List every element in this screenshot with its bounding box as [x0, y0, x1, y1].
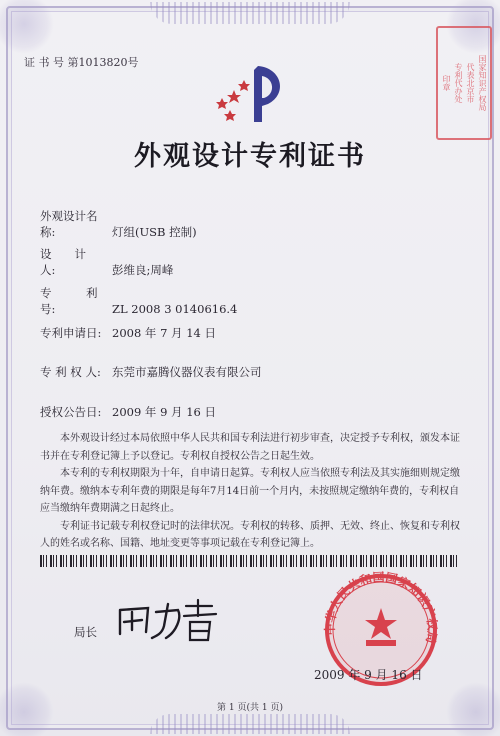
- director-label: 局长: [74, 625, 97, 639]
- stamp-line: 国家知识产权局: [478, 55, 487, 111]
- field-patent-number: [40, 285, 237, 317]
- field-designers: [40, 246, 173, 278]
- corner-stamp: [436, 26, 492, 140]
- field-label: 专 利 号:: [40, 286, 121, 316]
- certificate-title: 外观设计专利证书: [134, 141, 366, 172]
- field-label: 外观设计名称:: [40, 209, 98, 239]
- stamp-line: 专利代办处: [454, 63, 463, 103]
- seal-date: 2009 年 9 月 16 日: [314, 668, 423, 682]
- stamp-line: 印章: [442, 75, 451, 91]
- field-label: 设 计 人:: [40, 247, 109, 277]
- field-label: 专 利 权 人:: [40, 365, 101, 379]
- field-label: 授权公告日:: [40, 405, 102, 419]
- patent-office-logo-icon: [206, 60, 296, 126]
- body-paragraph: 本外观设计经过本局依照中华人民共和国专利法进行初步审查，决定授予专利权，颁发本证书并在专利登记簿上予以登记。专利权自授权公告之日起生效。: [40, 433, 460, 462]
- field-value: 2008 年 7 月 14 日: [112, 326, 216, 340]
- page-footer: 第 1 页(共 1 页): [217, 703, 283, 713]
- field-value: ZL 2008 3 0140616.4: [112, 302, 238, 316]
- barcode: [40, 555, 458, 567]
- certificate-body: [40, 430, 460, 553]
- field-value: 2009 年 9 月 16 日: [112, 405, 216, 419]
- field-label: 专利申请日:: [40, 326, 102, 340]
- field-value: 彭维良;周峰: [112, 263, 174, 277]
- field-patentee: [40, 364, 262, 380]
- certificate-number: 证 书 号 第1013820号: [24, 56, 139, 69]
- field-grant-date: [40, 404, 216, 420]
- body-paragraph: 专利证书记载专利权登记时的法律状况。专利权的转移、质押、无效、终止、恢复和专利权人的姓名或名称、国籍、地址变更等事项记载在专利登记簿上。: [40, 520, 460, 549]
- field-value: 灯组(USB 控制): [112, 225, 197, 239]
- top-ornament: [150, 2, 350, 24]
- field-value: 东莞市嘉腾仪器仪表有限公司: [112, 365, 262, 379]
- body-paragraph: 本专利的专利权期限为十年，自申请日起算。专利权人应当依照专利法及其实施细则规定缴纳年费。缴纳本专利年费的期限是每年7月14日前一个月内，未按照规定缴纳年费的，专利权自应当缴纳年费期满之日起终止。: [40, 468, 460, 514]
- field-design-name: [40, 208, 197, 240]
- field-application-date: [40, 325, 216, 341]
- director-signature: [112, 596, 222, 646]
- seal-text: 中华人民共和国国家知识产权局: [322, 570, 440, 645]
- stamp-line: 代表北京市: [466, 63, 475, 103]
- bottom-ornament: [150, 714, 350, 734]
